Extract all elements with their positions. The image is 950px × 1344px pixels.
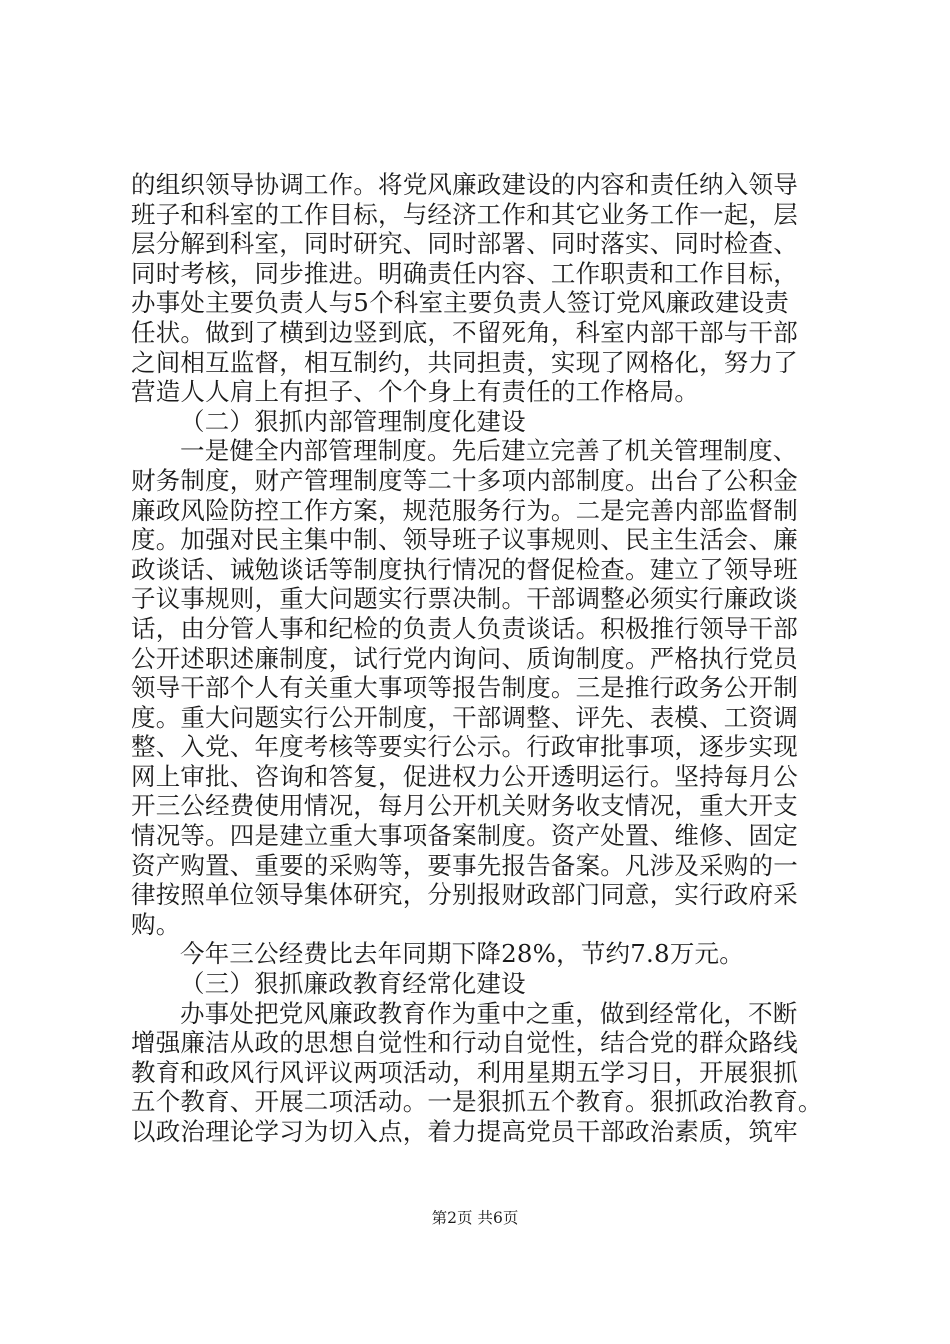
text-line: 公开述职述廉制度，试行党内询问、质询制度。严格执行党员	[131, 643, 798, 673]
text-line: 整、入党、年度考核等要实行公示。行政审批事项，逐步实现	[131, 732, 798, 762]
text-line: 资产购置、重要的采购等，要事先报告备案。凡涉及采购的一	[131, 850, 798, 880]
text-line: 同时考核，同步推进。明确责任内容、工作职责和工作目标，	[131, 258, 798, 288]
text-line: 办事处把党风廉政教育作为重中之重，做到经常化，不断	[180, 998, 798, 1028]
text-line: 政谈话、诫勉谈话等制度执行情况的督促检查。建立了领导班	[131, 554, 798, 584]
text-line: 一是健全内部管理制度。先后建立完善了机关管理制度、	[180, 436, 798, 466]
text-line: 的组织领导协调工作。将党风廉政建设的内容和责任纳入领导	[131, 170, 798, 199]
text-line: 度。加强对民主集中制、领导班子议事规则、民主生活会、廉	[131, 525, 798, 555]
page-number-footer: 第2页 共6页	[431, 1209, 519, 1227]
text-line: 增强廉洁从政的思想自觉性和行动自觉性，结合党的群众路线	[131, 1028, 798, 1058]
text-line: 办事处主要负责人与5个科室主要负责人签订党风廉政建设责	[131, 288, 789, 318]
text-line: 情况等。四是建立重大事项备案制度。资产处置、维修、固定	[131, 821, 798, 851]
text-line: 律按照单位领导集体研究，分别报财政部门同意，实行政府采	[131, 880, 798, 910]
text-line: 开三公经费使用情况，每月公开机关财务收支情况，重大开支	[131, 791, 798, 821]
text-line: 廉政风险防控工作方案，规范服务行为。二是完善内部监督制	[131, 495, 798, 525]
text-line: （三）狠抓廉政教育经常化建设	[180, 969, 526, 999]
text-line: 子议事规则，重大问题实行票决制。干部调整必须实行廉政谈	[131, 584, 798, 614]
text-line: 以政治理论学习为切入点，着力提高党员干部政治素质，筑牢	[131, 1117, 798, 1146]
text-line: 今年三公经费比去年同期下降28%，节约7.8万元。	[180, 939, 744, 969]
text-line: 财务制度，财产管理制度等二十多项内部制度。出台了公积金	[131, 465, 798, 495]
text-line: 五个教育、开展二项活动。一是狠抓五个教育。狠抓政治教育。	[131, 1087, 823, 1117]
text-line: 层分解到科室，同时研究、同时部署、同时落实、同时检查、	[131, 229, 798, 259]
text-line: 领导干部个人有关重大事项等报告制度。三是推行政务公开制	[131, 673, 798, 703]
text-line: （二）狠抓内部管理制度化建设	[180, 406, 526, 436]
text-line: 任状。做到了横到边竖到底，不留死角，科室内部干部与干部	[131, 317, 798, 347]
text-line: 之间相互监督，相互制约，共同担责，实现了网格化，努力了	[131, 347, 798, 377]
text-line: 话，由分管人事和纪检的负责人负责谈话。积极推行领导干部	[131, 613, 798, 643]
text-line: 度。重大问题实行公开制度，干部调整、评先、表模、工资调	[131, 702, 798, 732]
text-line: 班子和科室的工作目标，与经济工作和其它业务工作一起，层	[131, 199, 798, 229]
text-line: 购。	[131, 909, 181, 939]
text-line: 教育和政风行风评议两项活动，利用星期五学习日，开展狠抓	[131, 1057, 798, 1087]
text-line: 营造人人肩上有担子、个个身上有责任的工作格局。	[131, 377, 700, 407]
document-body	[131, 170, 843, 1147]
text-line: 网上审批、咨询和答复，促进权力公开透明运行。坚持每月公	[131, 761, 798, 791]
